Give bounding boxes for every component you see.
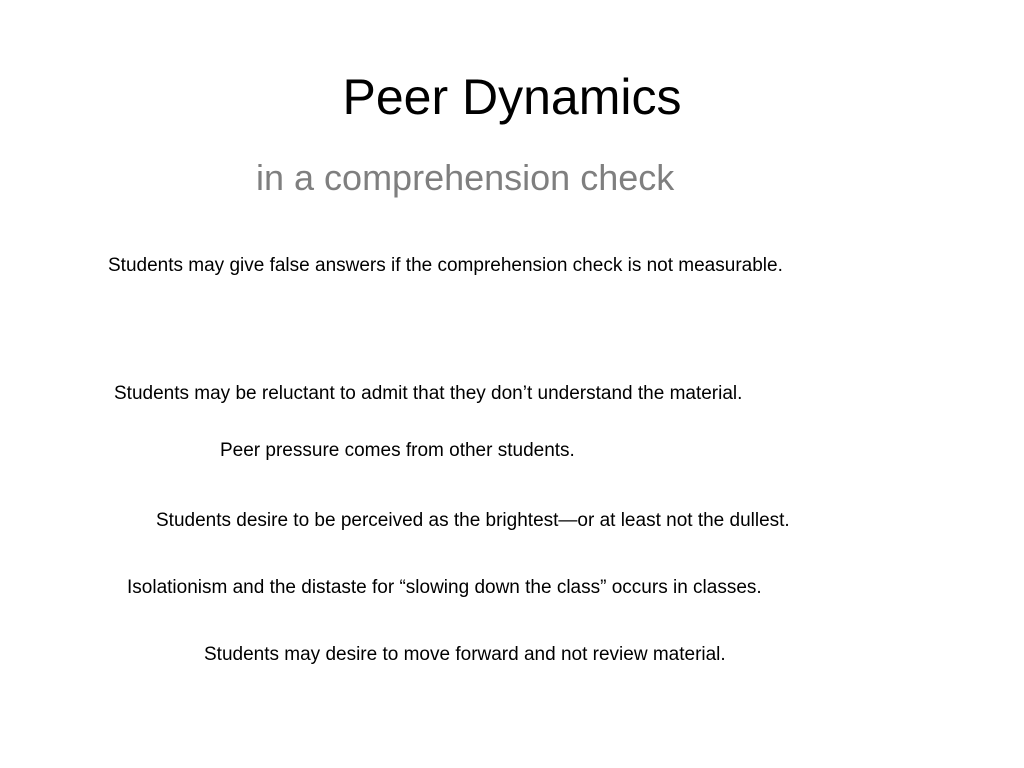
slide-subtitle: in a comprehension check — [256, 157, 675, 198]
slide-title: Peer Dynamics — [342, 69, 682, 125]
text-line-peer-pressure: Peer pressure comes from other students. — [220, 440, 575, 461]
text-line-false-answers: Students may give false answers if the comprehension check is not measurable. — [108, 255, 783, 276]
text-line-move-forward: Students may desire to move forward and not review material. — [204, 644, 726, 665]
text-line-reluctant-to-admit: Students may be reluctant to admit that they don’t understand the material. — [114, 383, 743, 404]
text-line-isolationism: Isolationism and the distaste for “slowing down the class” occurs in classes. — [127, 577, 762, 598]
text-line-perceived-brightest: Students desire to be perceived as the brightest—or at least not the dullest. — [156, 510, 790, 531]
